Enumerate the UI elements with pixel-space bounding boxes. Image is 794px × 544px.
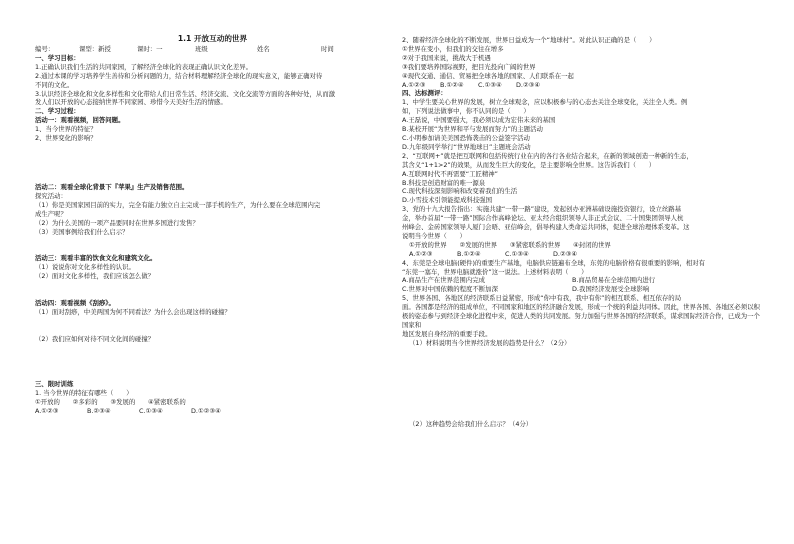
exercise-1-stem: 1. 当今世界的特征有哪些（ ） (35, 388, 133, 397)
activity-2-question-cont: 成生产呢？ (35, 209, 67, 218)
activity-4-question: （1）面对刮痧，中美两国为何不同看法？为什么会出现这样的碰撞？ (35, 308, 231, 317)
test-1-stem-cont: 如，下列说法做事中，你不认同的是（ ） (402, 107, 530, 116)
option-d: D.我国经济发展受全球影响 (572, 285, 650, 294)
goal-line: 1.正确认识我们生活的共同家园，了解经济全球化的表现正确认识文化差异。 (35, 62, 252, 71)
option-a: A.①②③ (35, 406, 59, 415)
test-2-stem: 2、“互联网+”就是把互联网和包括传统行业在内的各行各业结合起来，在新的领域创造一种新的生态， (402, 151, 693, 160)
activity-1-title: 活动一：观看视频，回答问题。 (35, 116, 125, 125)
header-meta (35, 45, 390, 54)
activity-2-title: 活动二：观看全球化背景下『苹果』生产及销售范围。 (35, 182, 189, 191)
option-a: A.商品生产在世界范围内完成 (402, 276, 485, 285)
goal-line: 发人们以开放的心态接纳世界不同家园、珍惜今天美好生活的情感。 (35, 98, 227, 107)
test-4-options-row2 (402, 285, 762, 294)
section-process-heading: 二、学习过程： (35, 107, 80, 116)
question-2-item: ③我们要培养国际视野，把目光投向广阔的世界 (402, 62, 536, 71)
goal-line: 2.通过本课的学习培养学生善待和分析问题的力，结合材料理解经济全球化的现实意义，能够正确对待 (35, 71, 323, 80)
activity-3-question: （1）说说你对文化多样性的认识。 (35, 263, 135, 272)
test-3-stem: 3、党的十九大报告指出：实施共建“一带一路”建设，发起创办亚洲基础设施投资银行，设立丝路基 (402, 205, 682, 214)
test-1-stem: 1、中学生要关心世界的发展，树立全球观念，应以积极参与的心态去关注全球变化，关注全人类。例 (402, 98, 688, 107)
section-assessment-heading: 四、达标测评： (402, 89, 447, 98)
activity-4-question: （2）我们应如何对待不同文化间的碰撞？ (35, 334, 155, 343)
activity-3-question: （2）面对文化多样性，我们应该怎么做？ (35, 272, 155, 281)
option-b: B.②③④ (87, 406, 111, 415)
meta-keshi: 课时：一 (137, 45, 163, 53)
exercise-1-items: ①开放的 ②多彩的 ③发展的 ④紧密联系的 (35, 397, 186, 406)
option-c: C.现代科技深刻影响和改变着我们的生活 (402, 187, 518, 196)
page-title: 1.1 开放互动的世界 (177, 34, 248, 43)
meta-bianhao: 编号： (35, 45, 55, 53)
question-2-stem: 2、随着经济全球化的不断发展，世界日益成为一个“地球村”。对此认识正确的是（ ） (402, 36, 656, 44)
activity-2-question: （1）你是美国家园目前的实力，完全有能力独立自主完成一部手机的生产，为什么要在全球范围内完 (35, 200, 321, 209)
test-5-question-2: （2）这种趋势会给我们什么启示？（4分） (409, 419, 533, 428)
option-d: D.②③④ (516, 80, 541, 89)
option-a: A.王磊说，中国要强大，我必须以成为宏伟未来的基国 (402, 116, 556, 125)
option-a: A.①②③ (402, 80, 426, 89)
option-d: D.①②③④ (191, 406, 221, 415)
meta-shijian: 时间 (321, 45, 334, 53)
activity-3-title: 活动三：观看丰富的饮食文化和建筑文化。 (35, 254, 157, 263)
test-3-stem-cont: 州峰会、金砖国家领导人厦门会晤、亚信峰会，倡导构建人类命运共同体，促进全球治理体系变革。这 (402, 223, 690, 232)
goal-line: 不同的文化。 (35, 80, 74, 89)
option-c: C.小明参加请美美国恐怖袭击的公益签字活动 (402, 133, 530, 142)
option-d: D.九年级同学举行“世界地球日”主题班会活动 (402, 142, 531, 151)
question-2-item: ①世界在变小，但我们的交往在增多 (402, 44, 504, 53)
test-4-stem: 4、东莞是全球电脑(硬件)的重要生产基地，电脑供应链遍布全球，东莞的电脑价格有很重要的影响，相对有 (402, 258, 706, 267)
activity-1-question: 2、世界变化的影响？ (35, 134, 97, 143)
test-2-stem-cont: 其含义“1+1>2”的效果，从而发生巨大的变化，是主要影响全世界。这告诉我们（ ） (402, 160, 656, 169)
option-a: A.互联网时代不再需要“工匠精神” (402, 169, 498, 178)
test-5-stem-cont: 极的姿态参与到经济全球化进程中来，促进人类的共同发展。努力加强与世界各国的经济联系，谋求国际经济合作，已成为一个国家和 (402, 312, 760, 329)
exercise-1-options (35, 407, 390, 416)
option-c: C.①③④ (478, 80, 502, 89)
option-b: B.某校开展“为世界和平与发展而努力”的主题活动 (402, 125, 543, 134)
test-5-stem-cont: 地区发展自身经济的重要手段。 (402, 329, 492, 338)
activity-1-question: 1、当今世界的特征？ (35, 125, 97, 134)
meta-banji: 班级 (195, 45, 208, 53)
test-3-stem-cont: 说明当今世界（ ） (402, 231, 466, 240)
test-3-options (402, 250, 762, 259)
test-5-stem-cont: 面。各国都是经济的组成单位，不同国家和地区的经济融合发展，形成一个统的利益共同体。因此，世界各国、各地区必须以积 (402, 303, 760, 312)
activity-2-question: （2）为什么美国的一项产品要同时在世界多国进行发售？ (35, 218, 199, 227)
goal-line: 3.认识经济全球化和文化多样性和文化带给人们日常生活、经济交流、文化交流等方面的各种好处，从而激 (35, 89, 336, 98)
meta-kexing: 课型：新授 (79, 45, 111, 53)
section-practice-heading: 三、限时训练 (35, 379, 74, 388)
test-5-question-1: （1）材料说明当今世界经济发展的趋势是什么？（2分） (409, 338, 571, 347)
option-b: B.①②④ (457, 249, 481, 258)
test-3-stem-cont: 金，举办首届“一带一路”国际合作高峰论坛、亚太经合组织领导人非正式会议、二十国集团领导人杭 (402, 214, 684, 223)
question-2-options (402, 81, 762, 90)
option-c: C.①③④ (505, 249, 529, 258)
right-column (402, 36, 762, 429)
option-a: A.①②③ (409, 249, 433, 258)
test-5-stem: 5、世界各国、各地区的经济联系日益紧密，形成“你中有我，我中有你”的相互联系、相互依存的局 (402, 294, 682, 303)
left-column (35, 34, 390, 415)
test-4-stem-cont: “东莞一塞车，世界电脑就涨价”这一说法。上述材料表明（ ） (402, 267, 588, 276)
question-2-item: ②对于我国来说，挑战大于机遇 (402, 53, 491, 62)
option-c: C.①③④ (139, 406, 163, 415)
activity-2-question: （3）美国事例给我们什么启示？ (35, 227, 129, 236)
activity-4-title: 活动四：观看视频《刮痧》。 (35, 299, 115, 308)
option-b: B.科技是创造财富的唯一源泉 (402, 178, 486, 187)
option-c: C.世界对中国依赖的程度不断加深 (402, 285, 498, 294)
option-d: D.②③④ (553, 249, 578, 258)
option-b: B.①②④ (440, 80, 464, 89)
section-goals-heading: 一、学习目标： (35, 53, 80, 62)
activity-2-explore: 探究活动： (35, 191, 67, 200)
question-2-item: ④现代交通、通信、贸易把全球各地的国家、人们联系在一起 (402, 71, 574, 80)
option-b: B.商品贸易在全球范围内进行 (572, 276, 656, 285)
meta-xingming: 姓名 (257, 45, 270, 53)
option-d: D.小雪技术引领能提成科技强国 (402, 196, 493, 205)
test-3-items: ①开放的世界 ②发展的世界 ③紧密联系的世界 ④封闭的世界 (409, 240, 611, 249)
